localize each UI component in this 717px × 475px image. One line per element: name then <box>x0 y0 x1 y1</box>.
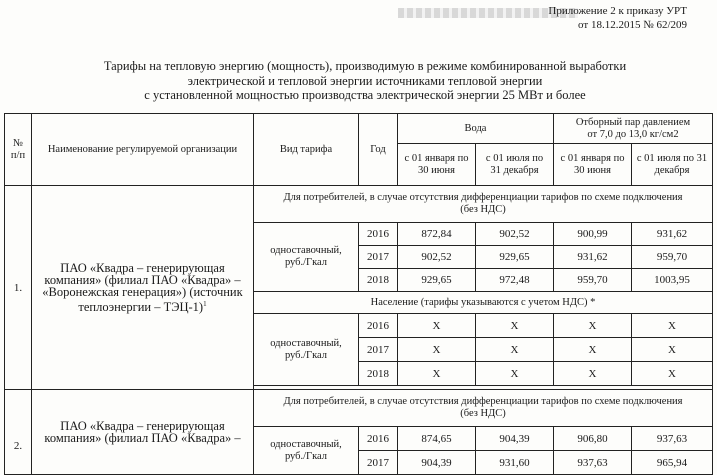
value-cell: Х <box>398 362 476 386</box>
value-cell: 1003,95 <box>632 269 713 292</box>
value-cell: 902,52 <box>398 246 476 269</box>
year-cell: 2017 <box>359 246 398 269</box>
value-cell: 937,63 <box>632 427 713 451</box>
period-header-2: с 01 июля по 31 декабря <box>476 144 554 186</box>
col-header-water: Вода <box>398 114 554 144</box>
value-cell: 931,62 <box>632 223 713 246</box>
year-cell: 2018 <box>359 269 398 292</box>
entry-1-band-1-row <box>5 186 713 223</box>
value-cell: 874,65 <box>398 427 476 451</box>
value-cell: 965,94 <box>632 451 713 475</box>
value-cell: 931,62 <box>554 246 632 269</box>
title-line-1: Тарифы на тепловую энергию (мощность), производимую в режиме комбинированной выработки <box>103 59 627 73</box>
entry-1-organization-text: ПАО «Квадра – генерирующая компания» (филиал ПАО «Квадра» – «Воронежская генерация») (источник теплоэнергии – ТЭЦ-1) <box>42 260 243 315</box>
value-cell: Х <box>476 338 554 362</box>
entry-1-organization <box>32 186 254 390</box>
year-cell: 2016 <box>359 223 398 246</box>
value-cell: 959,70 <box>632 246 713 269</box>
value-cell: 959,70 <box>554 269 632 292</box>
value-cell: Х <box>398 338 476 362</box>
value-cell: Х <box>632 338 713 362</box>
value-cell: 872,84 <box>398 223 476 246</box>
value-cell: Х <box>554 338 632 362</box>
appendix-line-2: от 18.12.2015 № 62/209 <box>578 19 687 31</box>
entry-2-tariff-1: одноставочный, руб./Гкал <box>254 427 359 475</box>
year-cell: 2018 <box>359 362 398 386</box>
value-cell: 902,52 <box>476 223 554 246</box>
value-cell: Х <box>554 314 632 338</box>
value-cell: Х <box>476 314 554 338</box>
value-cell: Х <box>632 362 713 386</box>
col-header-number: № п/п <box>5 114 32 186</box>
value-cell: 900,99 <box>554 223 632 246</box>
document-title <box>60 59 670 103</box>
value-cell: 906,80 <box>554 427 632 451</box>
col-header-organization: Наименование регулируемой организации <box>32 114 254 186</box>
value-cell: 937,63 <box>554 451 632 475</box>
appendix-reference <box>487 4 687 32</box>
value-cell: 904,39 <box>398 451 476 475</box>
entry-1-tariff-2: одноставочный, руб./Гкал <box>254 314 359 386</box>
col-header-steam: Отборный пар давлением от 7,0 до 13,0 кг/см2 <box>554 114 713 144</box>
value-cell: Х <box>632 314 713 338</box>
col-header-year: Год <box>359 114 398 186</box>
entry-1-tariff-1: одноставочный, руб./Гкал <box>254 223 359 292</box>
appendix-line-1: Приложение 2 к приказу УРТ <box>548 5 687 17</box>
year-cell: 2016 <box>359 427 398 451</box>
entry-2-organization: ПАО «Квадра – генерирующая компания» (филиал ПАО «Квадра» – <box>32 390 254 475</box>
value-cell: Х <box>476 362 554 386</box>
period-header-1: с 01 января по 30 июня <box>398 144 476 186</box>
entry-1-number: 1. <box>5 186 32 390</box>
entry-1-band-2: Население (тарифы указываются с учетом НДС) * <box>254 292 713 314</box>
value-cell: 904,39 <box>476 427 554 451</box>
year-cell: 2017 <box>359 451 398 475</box>
header-row-1 <box>5 114 713 144</box>
value-cell: Х <box>554 362 632 386</box>
entry-2-band-1: Для потребителей, в случае отсутствия дифференциации тарифов по схеме подключения (без НДС) <box>254 390 713 427</box>
value-cell: 929,65 <box>398 269 476 292</box>
col-header-tariff-type: Вид тарифа <box>254 114 359 186</box>
year-cell: 2017 <box>359 338 398 362</box>
entry-1-band-1: Для потребителей, в случае отсутствия дифференциации тарифов по схеме подключения (без НДС) <box>254 186 713 223</box>
entry-1-footnote-mark: 1 <box>203 299 207 308</box>
entry-2-band-1-row <box>5 390 713 427</box>
title-line-2: электрической и тепловой энергии источниками тепловой энергии <box>187 73 543 88</box>
value-cell: 931,60 <box>476 451 554 475</box>
title-line-3: с установленной мощностью производства электрической энергии 25 МВт и более <box>144 88 586 102</box>
value-cell: 929,65 <box>476 246 554 269</box>
value-cell: Х <box>398 314 476 338</box>
tariff-table <box>4 113 713 475</box>
entry-2-number: 2. <box>5 390 32 475</box>
value-cell: 972,48 <box>476 269 554 292</box>
period-header-3: с 01 января по 30 июня <box>554 144 632 186</box>
year-cell: 2016 <box>359 314 398 338</box>
period-header-4: с 01 июля по 31 декабря <box>632 144 713 186</box>
